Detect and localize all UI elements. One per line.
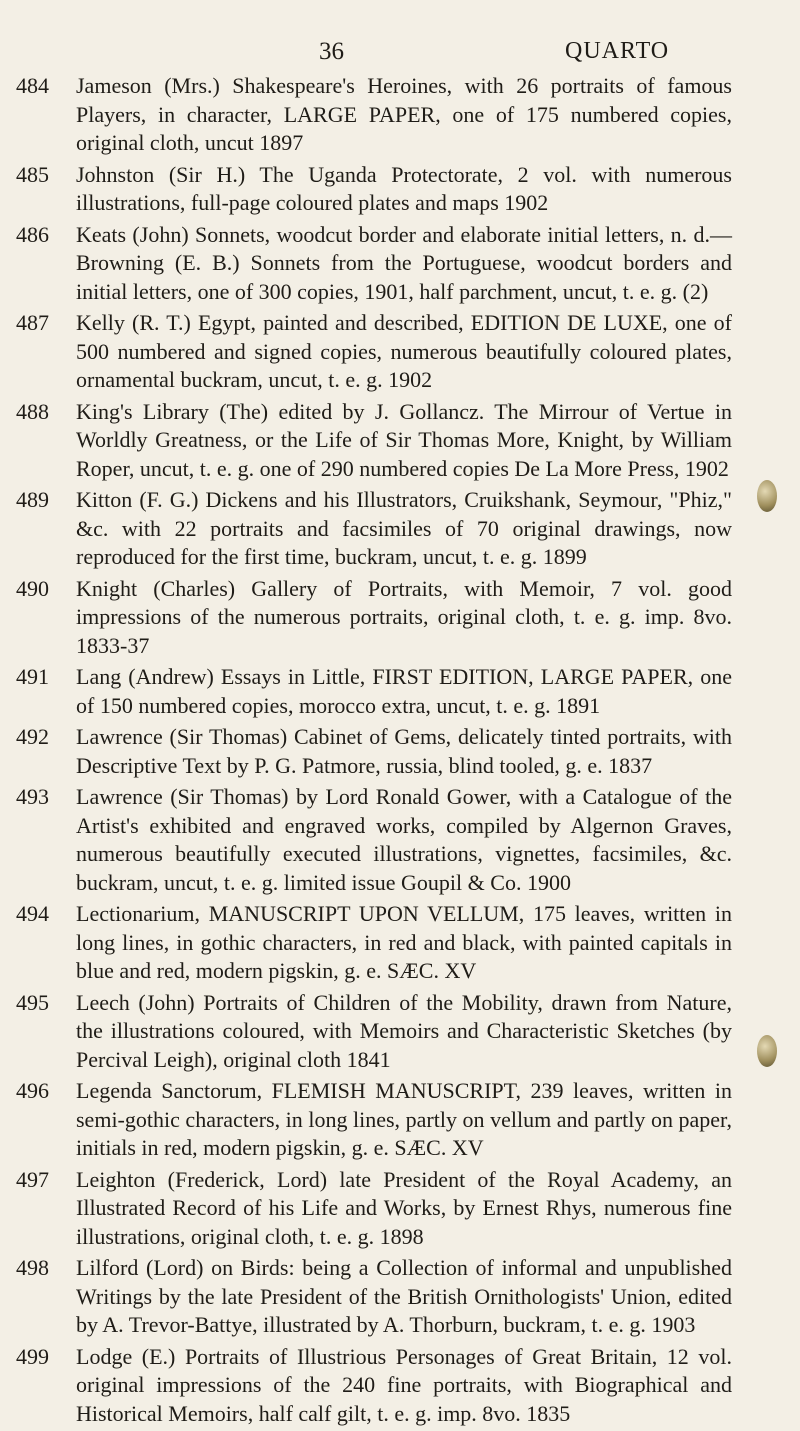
entry-description: Lawrence (Sir Thomas) by Lord Ronald Gower, with a Catalogue of the Artist's exhibited and engraved works, compiled by Algernon Graves, numerous beautifully executed illustrations, vignettes, facsimiles, &c. buckram, uncut, t. e. g. limited issue Goupil & Co. 1900 bbox=[76, 784, 732, 895]
entry-description: Lodge (E.) Portraits of Illustrious Personages of Great Britain, 12 vol. original impressions of the 240 fine portraits, with Biographical and Historical Memoirs, half calf gilt, t. e. g. imp. 8vo. 1835 bbox=[76, 1343, 732, 1426]
lot-number: 495 bbox=[16, 989, 49, 1015]
catalogue-entry bbox=[0, 575, 800, 661]
catalogue-entry bbox=[0, 161, 800, 218]
entry-description: Lilford (Lord) on Birds: being a Collection of informal and unpublished Writings by the late President of the British Ornithologists' Union, edited by A. Trevor-Battye, illustrated by A. Thorburn, buckram, t. e. g. 1903 bbox=[76, 1255, 732, 1337]
entry-description: Knight (Charles) Gallery of Portraits, with Memoir, 7 vol. good impressions of the numerous portraits, original cloth, t. e. g. imp. 8vo. 1833-37 bbox=[76, 575, 732, 658]
catalogue-entry bbox=[0, 900, 800, 986]
section-title: QUARTO bbox=[565, 38, 670, 64]
catalogue-entry bbox=[0, 723, 800, 780]
entry-description: Lectionarium, MANUSCRIPT UPON VELLUM, 175 leaves, written in long lines, in gothic characters, in red and black, with painted capitals in blue and red, modern pigskin, g. e. SÆC. XV bbox=[76, 901, 732, 983]
catalogue-entries bbox=[0, 72, 800, 1431]
lot-number: 492 bbox=[16, 724, 49, 749]
entry-description: Leighton (Frederick, Lord) late President of the Royal Academy, an Illustrated Record of his Life and Works, by Ernest Rhys, numerous fine illustrations, original cloth, t. e. g. 1898 bbox=[76, 1166, 732, 1249]
catalogue-entry bbox=[0, 1343, 800, 1429]
catalogue-entry bbox=[0, 398, 800, 484]
catalogue-entry bbox=[0, 989, 800, 1075]
entry-description: Kelly (R. T.) Egypt, painted and described, EDITION DE LUXE, one of 500 numbered and signed copies, numerous beautifully coloured plates, ornamental buckram, uncut, t. e. g. 1902 bbox=[76, 310, 732, 392]
lot-number: 487 bbox=[16, 310, 49, 335]
lot-number: 488 bbox=[16, 398, 49, 424]
entry-description: Lawrence (Sir Thomas) Cabinet of Gems, delicately tinted portraits, with Descriptive Text by P. G. Patmore, russia, blind tooled, g. e. 1837 bbox=[76, 724, 732, 778]
catalogue-entry bbox=[0, 1077, 800, 1163]
catalogue-entry bbox=[0, 783, 800, 897]
catalogue-entry bbox=[0, 1254, 800, 1340]
lot-number: 499 bbox=[16, 1343, 49, 1369]
lot-number: 497 bbox=[16, 1166, 49, 1192]
lot-number: 485 bbox=[16, 161, 49, 187]
entry-description: Legenda Sanctorum, FLEMISH MANUSCRIPT, 239 leaves, written in semi-gothic characters, in long lines, partly on vellum and partly on paper, initials in red, modern pigskin, g. e. SÆC. XV bbox=[76, 1078, 732, 1160]
entry-description: Johnston (Sir H.) The Uganda Protectorate, 2 vol. with numerous illustrations, full-page coloured plates and maps 1902 bbox=[76, 161, 732, 215]
margin-tack-ornament bbox=[757, 1035, 777, 1067]
catalogue-entry bbox=[0, 309, 800, 395]
entry-description: Kitton (F. G.) Dickens and his Illustrators, Cruikshank, Seymour, "Phiz," &c. with 22 portraits and facsimiles of 70 original drawings, now reproduced for the first time, buckram, uncut, t. e. g. 1899 bbox=[76, 487, 732, 569]
entry-description: Lang (Andrew) Essays in Little, FIRST EDITION, LARGE PAPER, one of 150 numbered copies, morocco extra, uncut, t. e. g. 1891 bbox=[76, 664, 732, 718]
lot-number: 493 bbox=[16, 784, 49, 809]
lot-number: 491 bbox=[16, 664, 49, 689]
catalogue-entry bbox=[0, 663, 800, 720]
lot-number: 496 bbox=[16, 1078, 49, 1103]
lot-number: 486 bbox=[16, 221, 49, 247]
entry-description: King's Library (The) edited by J. Gollancz. The Mirrour of Vertue in Worldly Greatness, or the Life of Sir Thomas More, Knight, by William Roper, uncut, t. e. g. one of 290 numbered copies De La More Press, 1902 bbox=[76, 398, 732, 481]
lot-number: 489 bbox=[16, 487, 49, 512]
catalogue-entry bbox=[0, 72, 800, 158]
margin-tack-ornament bbox=[757, 480, 777, 512]
entry-description: Jameson (Mrs.) Shakespeare's Heroines, with 26 portraits of famous Players, in character, LARGE PAPER, one of 175 numbered copies, original cloth, uncut 1897 bbox=[76, 73, 732, 155]
lot-number: 490 bbox=[16, 575, 49, 601]
page-number: 36 bbox=[319, 38, 344, 65]
lot-number: 494 bbox=[16, 901, 49, 926]
catalogue-entry bbox=[0, 221, 800, 307]
entry-description: Keats (John) Sonnets, woodcut border and elaborate initial letters, n. d.—Browning (E. B.) Sonnets from the Portuguese, woodcut borders and initial letters, one of 300 copies, 1901, half parchment, uncut, t. e. g. (2) bbox=[76, 221, 732, 304]
lot-number: 484 bbox=[16, 73, 49, 98]
catalogue-entry bbox=[0, 1166, 800, 1252]
entry-description: Leech (John) Portraits of Children of the Mobility, drawn from Nature, the illustrations coloured, with Memoirs and Characteristic Sketches (by Percival Leigh), original cloth 1841 bbox=[76, 989, 732, 1072]
catalogue-entry bbox=[0, 486, 800, 572]
lot-number: 498 bbox=[16, 1255, 49, 1280]
